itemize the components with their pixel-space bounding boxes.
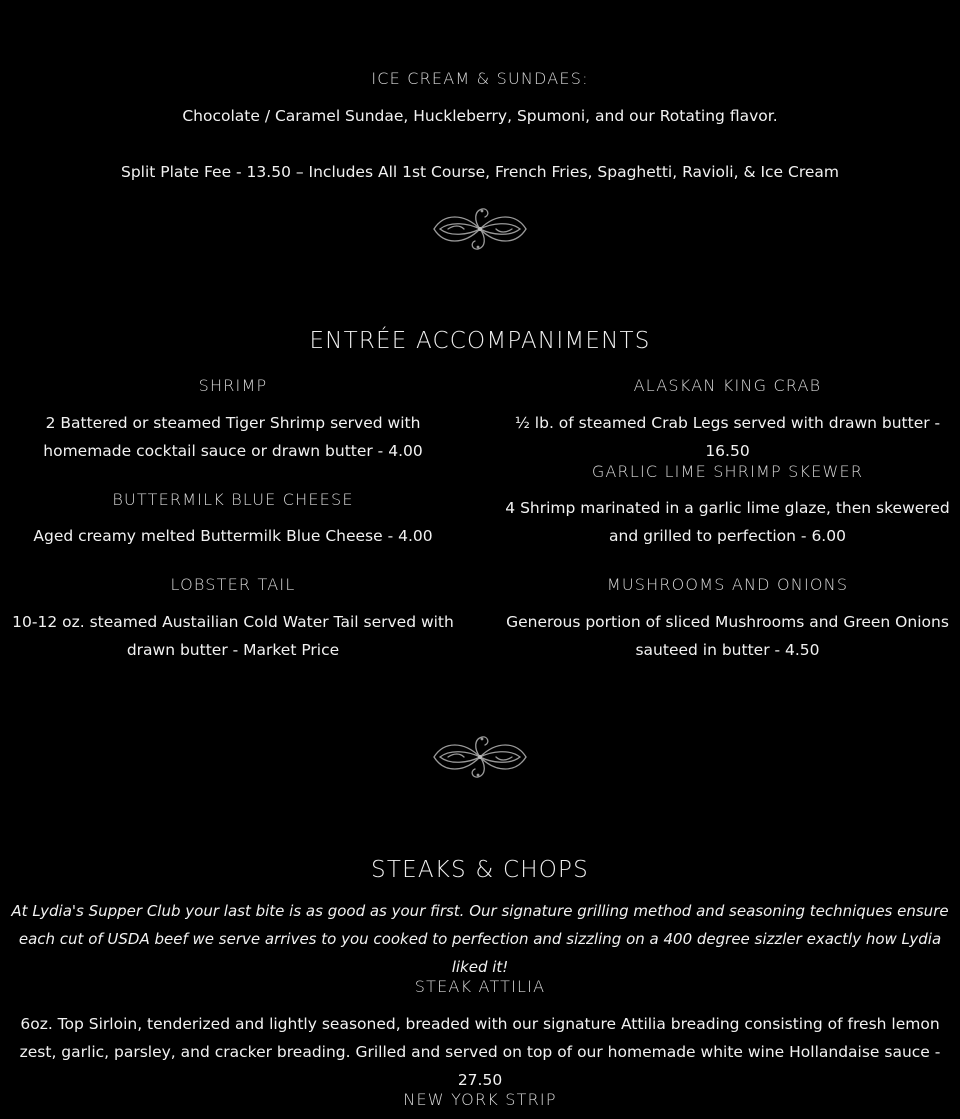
menu-item-description: Aged creamy melted Buttermilk Blue Cheese - 4.00 [33, 527, 433, 545]
menu-item-description: 4 Shrimp marinated in a garlic lime glaze, then skewered and grilled to perfection - 6.00 [505, 499, 950, 545]
menu-item-description: ½ lb. of steamed Crab Legs served with drawn butter - 16.50 [514, 414, 941, 460]
menu-item-name: SHRIMP [198, 376, 268, 395]
steaks-intro: At Lydia's Supper Club your last bite is as good as your first. Our signature grilling method and seasoning techniques ensure each cut of USDA beef we serve arrives to you cooked to perfection and sizzling on a 400 degree sizzler exactly how Lydia liked it! [11, 902, 949, 976]
menu-item-name: LOBSTER TAIL [170, 575, 296, 594]
split-plate-fee: Split Plate Fee - 13.50 – Includes All 1st Course, French Fries, Spaghetti, Ravioli, & Ice Cream [120, 163, 840, 181]
accompaniments-title: ENTRÉE ACCOMPANIMENTS [309, 328, 651, 354]
menu-item-shrimp [0, 376, 466, 465]
menu-item-name: BUTTERMILK BLUE CHEESE [112, 490, 354, 509]
menu-item-lobster-tail [0, 575, 466, 664]
menu-item-description: 10-12 oz. steamed Austailian Cold Water Tail served with drawn butter - Market Price [12, 613, 454, 659]
ice-cream-heading: ICE CREAM & SUNDAES: [371, 69, 589, 88]
steaks-title: STEAKS & CHOPS [371, 857, 589, 883]
menu-item-buttermilk-blue-cheese [0, 490, 466, 550]
menu-item-garlic-lime-shrimp-skewer [495, 462, 960, 550]
ornamental-flourish-icon [430, 731, 530, 783]
menu-item-name: ALASKAN KING CRAB [633, 376, 822, 395]
menu-item-alaskan-king-crab [495, 376, 960, 465]
steak-attilia-description: 6oz. Top Sirloin, tenderized and lightly seasoned, breaded with our signature Attilia breading consisting of fresh lemon zest, garlic, parsley, and cracker breading. Grilled and served on top of our homemade white wine Hollandaise sauce - 27.50 [19, 1015, 941, 1089]
menu-item-name: GARLIC LIME SHRIMP SKEWER [591, 462, 864, 481]
menu-item-name: MUSHROOMS AND ONIONS [606, 575, 849, 594]
menu-item-mushrooms-and-onions [495, 575, 960, 664]
new-york-strip-name: NEW YORK STRIP [403, 1090, 557, 1109]
ice-cream-description: Chocolate / Caramel Sundae, Huckleberry, Spumoni, and our Rotating flavor. [182, 107, 778, 125]
menu-item-description: Generous portion of sliced Mushrooms and Green Onions sauteed in butter - 4.50 [506, 613, 949, 659]
ornamental-flourish-icon [430, 203, 530, 255]
steak-attilia-name: STEAK ATTILIA [414, 977, 546, 996]
menu-item-description: 2 Battered or steamed Tiger Shrimp served with homemade cocktail sauce or drawn butter - 4.00 [43, 414, 423, 460]
